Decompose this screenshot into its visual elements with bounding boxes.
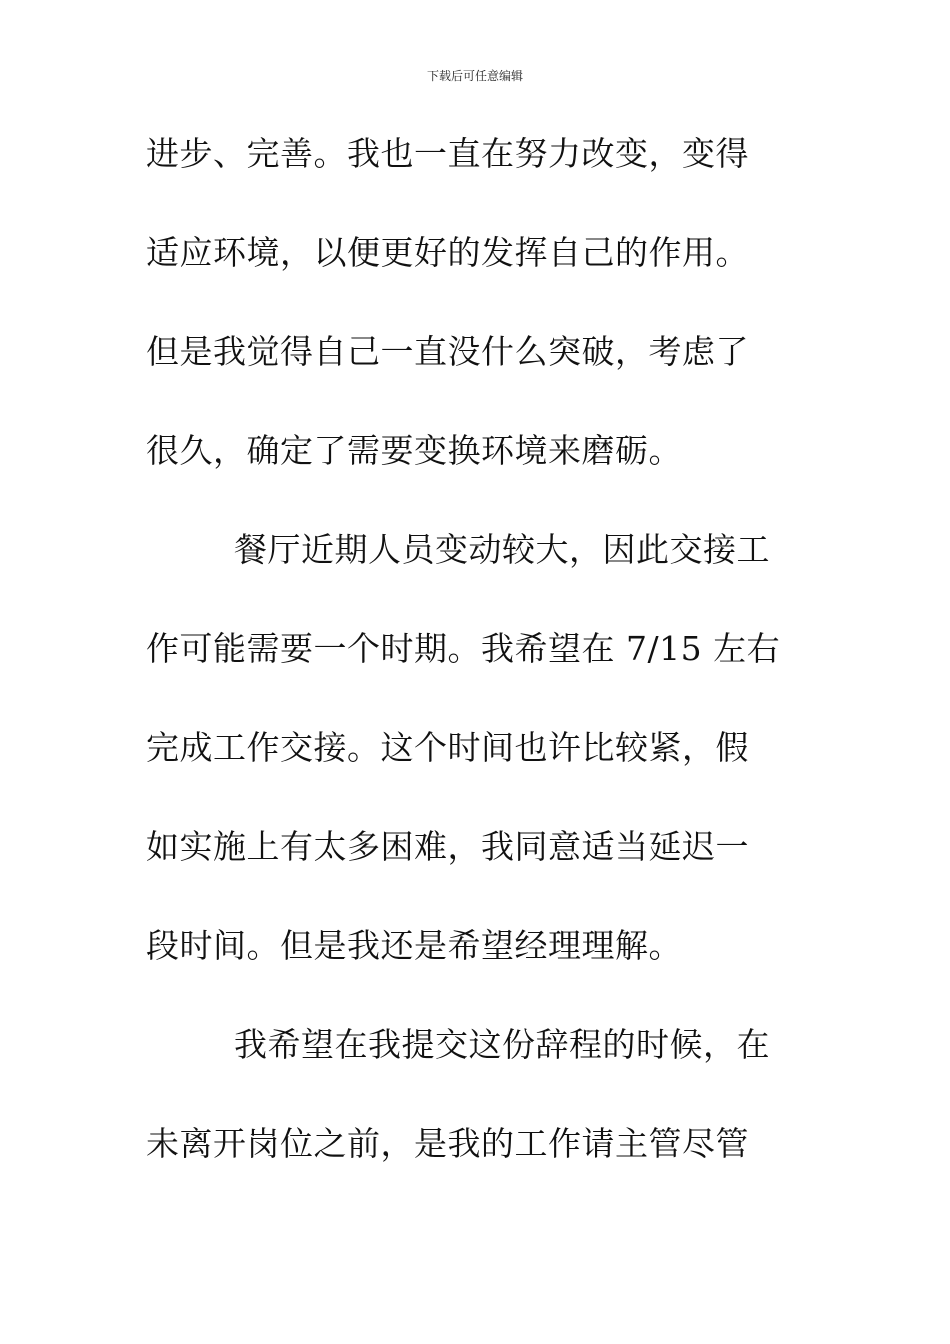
text-line: 未离开岗位之前，是我的工作请主管尽管 xyxy=(146,1124,749,1163)
paragraph-first-line: 餐厅近期人员变动较大，因此交接工 xyxy=(234,530,770,569)
document-body xyxy=(146,127,806,1216)
text-line: 如实施上有太多困难，我同意适当延迟一 xyxy=(146,827,749,866)
page-header: 下载后可任意编辑 xyxy=(426,69,523,83)
text-line: 完成工作交接。这个时间也许比较紧，假 xyxy=(146,728,749,767)
text-line: 适应环境，以便更好的发挥自己的作用。 xyxy=(146,233,749,272)
text-line: 段时间。但是我还是希望经理理解。 xyxy=(146,926,682,965)
text-line: 作可能需要一个时期。我希望在 7/15 左右 xyxy=(146,629,781,668)
text-line: 但是我觉得自己一直没什么突破，考虑了 xyxy=(146,332,749,371)
text-line: 很久，确定了需要变换环境来磨砺。 xyxy=(146,431,682,470)
text-line: 进步、完善。我也一直在努力改变，变得 xyxy=(146,134,749,173)
paragraph-first-line: 我希望在我提交这份辞程的时候，在 xyxy=(234,1025,770,1064)
